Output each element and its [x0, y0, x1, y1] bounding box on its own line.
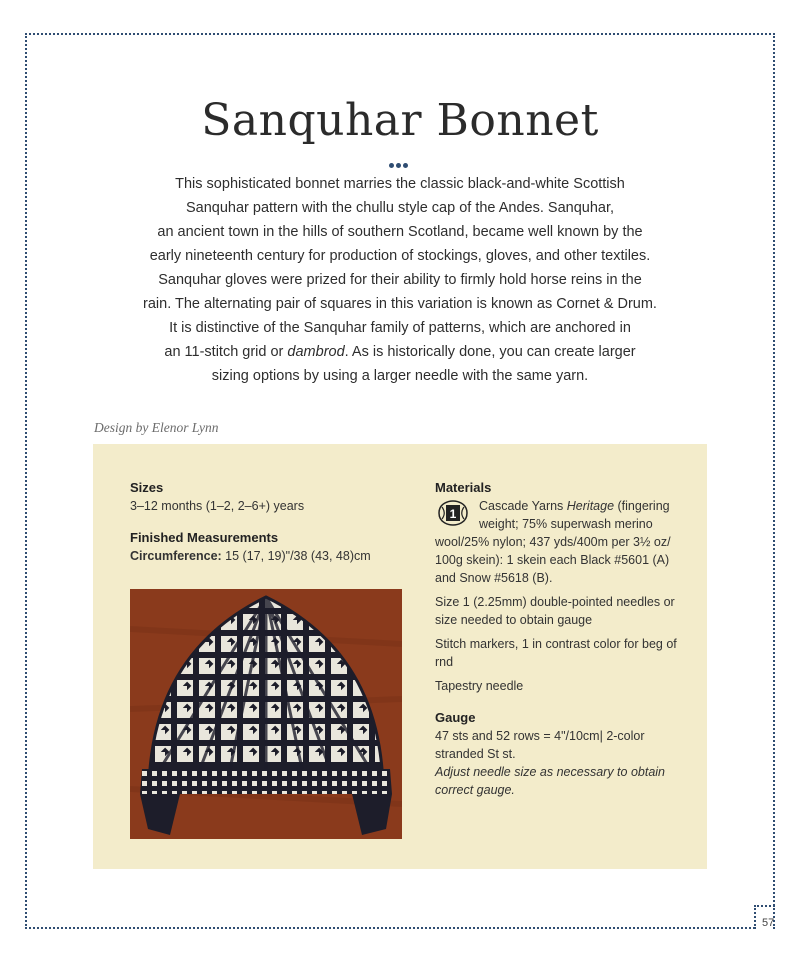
intro-text: an 11-stitch grid or: [164, 344, 288, 360]
gauge-note: Adjust needle size as necessary to obtain correct gauge.: [435, 765, 665, 797]
sizes-text: 3–12 months (1–2, 2–6+) years: [130, 499, 305, 513]
yarn-name: Heritage: [566, 499, 615, 513]
intro-line: Sanquhar gloves were prized for their ability to firmly hold horse reins in the: [158, 272, 642, 288]
intro-line: This sophisticated bonnet marries the classic black-and-white Scottish: [175, 176, 625, 192]
title-ornament-dots: [389, 155, 411, 161]
circumference-value: 15 (17, 19)"/38 (43, 48)cm: [221, 549, 371, 563]
bonnet-photo: [130, 589, 402, 839]
materials-column: [435, 479, 680, 799]
intro-paragraph: [130, 172, 670, 388]
circumference-label: Circumference:: [130, 549, 222, 563]
intro-italic-term: dambrod: [287, 344, 345, 360]
intro-line: Sanquhar pattern with the chullu style cap of the Andes. Sanquhar,: [185, 200, 615, 216]
intro-line: It is distinctive of the Sanquhar family of patterns, which are anchored in: [169, 320, 631, 336]
gauge-text: 47 sts and 52 rows = 4"/10cm| 2-color stranded St st.: [435, 729, 645, 761]
intro-line: sizing options by using a larger needle with the same yarn.: [211, 368, 589, 384]
page-frame-notch-top: [754, 905, 775, 907]
materials-heading: Materials: [435, 480, 492, 495]
intro-text: . As is historically done, you can create larger: [344, 344, 636, 360]
markers-text: Stitch markers, 1 in contrast color for beg of rnd: [435, 637, 677, 669]
intro-line: rain. The alternating pair of squares in this variation is known as Cornet & Drum.: [143, 296, 657, 312]
needles-text: Size 1 (2.25mm) double-pointed needles or size needed to obtain gauge: [435, 595, 675, 627]
circumference-line: [130, 547, 410, 565]
page-frame-bottom: [25, 927, 755, 929]
yarn-text: (fingering weight; 75% superwash merino wool/25% nylon; 437 yds/400m per 3½ oz/ 100g skein): 1 skein each Black #5601 (A) and Snow #5618 (B).: [435, 499, 671, 585]
designer-credit: Design by Elenor Lynn: [94, 420, 219, 435]
gauge-heading: Gauge: [435, 710, 476, 725]
intro-line: [130, 340, 670, 364]
page-title: Sanquhar Bonnet: [201, 95, 599, 146]
yarn-text: Cascade Yarns: [479, 499, 567, 513]
finished-measurements-heading: Finished Measurements: [130, 530, 279, 545]
sizes-column: [130, 479, 410, 565]
intro-line: early nineteenth century for production of stockings, gloves, and other textiles.: [149, 248, 651, 264]
yarn-weight-icon: [435, 499, 471, 527]
yarn-weight-number: 1: [449, 507, 457, 521]
intro-line: an ancient town in the hills of southern Scotland, became well known by the: [157, 224, 643, 240]
page-frame-notch: [754, 905, 756, 929]
sizes-heading: Sizes: [130, 480, 164, 495]
yarn-description: [435, 497, 680, 587]
tapestry-text: Tapestry needle: [435, 679, 524, 693]
page-number: 57: [762, 917, 775, 929]
